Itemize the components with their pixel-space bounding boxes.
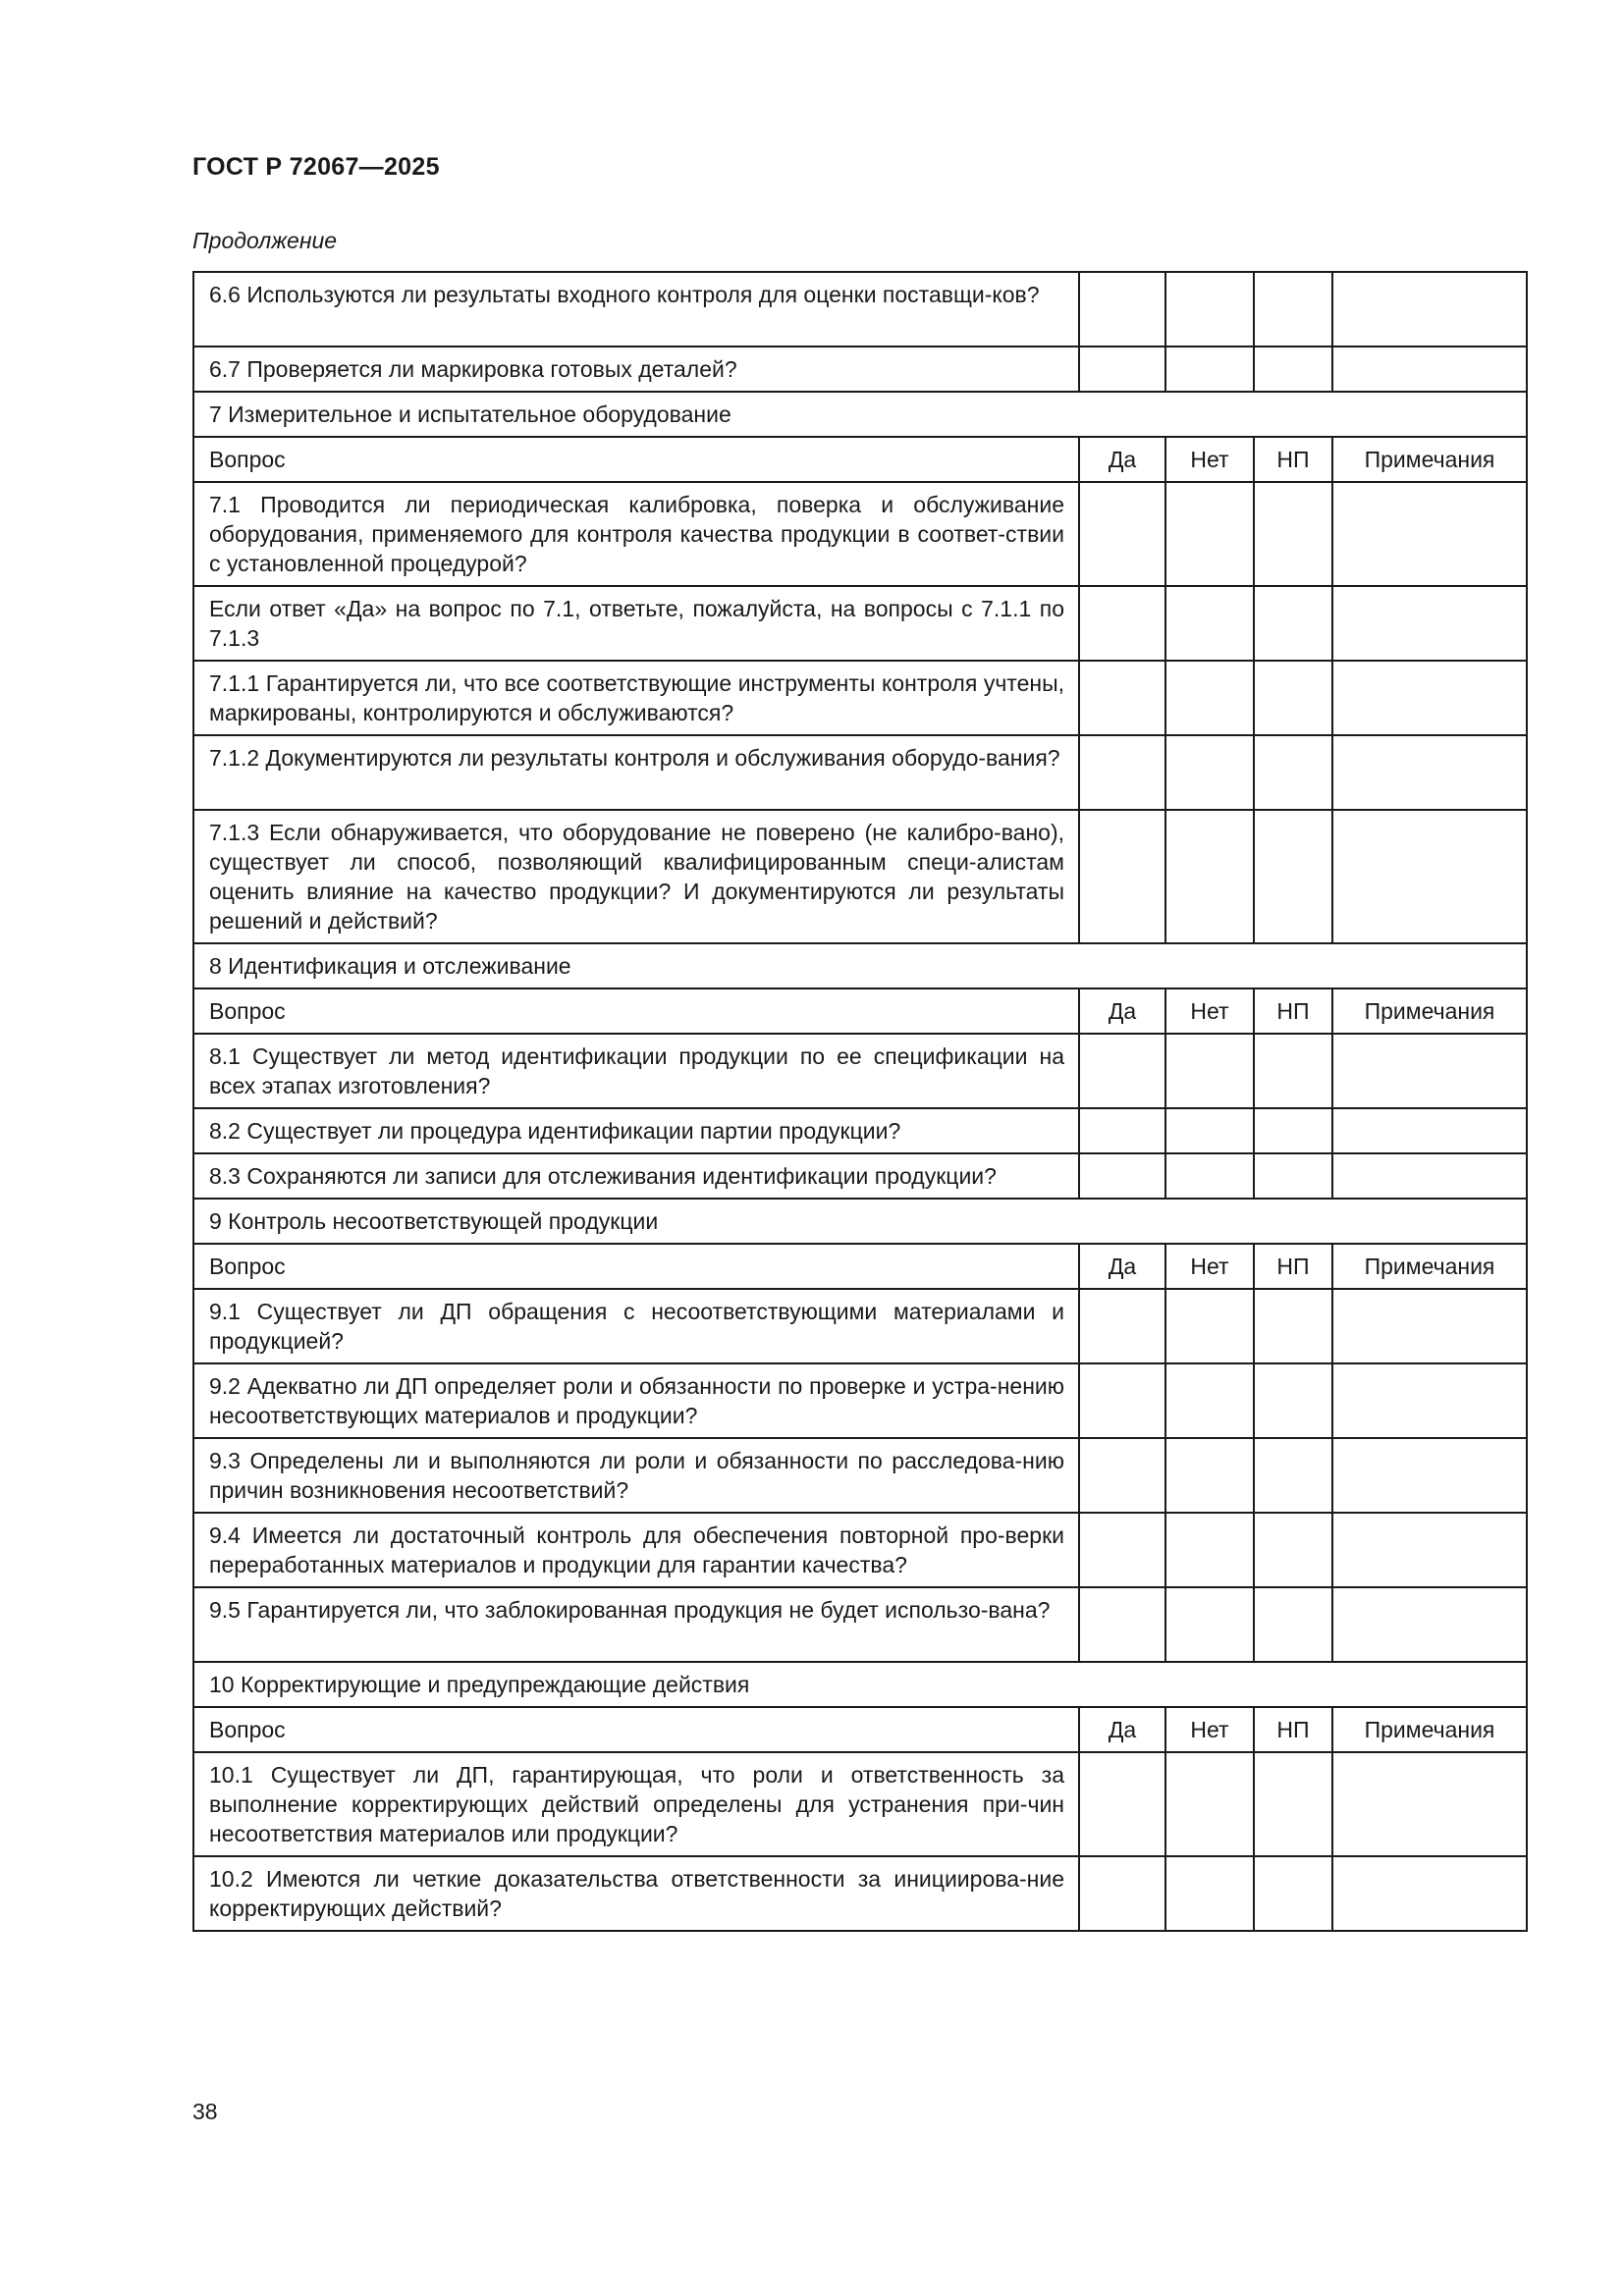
question-text: 9.3 Определены ли и выполняются ли роли и обязанности по расследова-нию причин возникновения несоответствий?	[193, 1438, 1079, 1513]
answer-cell-na[interactable]	[1254, 1289, 1332, 1363]
question-text: 6.6 Используются ли результаты входного контроля для оценки поставщи-ков?	[193, 272, 1079, 347]
question-row	[193, 482, 1527, 586]
column-header-row	[193, 1707, 1527, 1752]
answer-cell-na[interactable]	[1254, 347, 1332, 392]
answer-cell-yes[interactable]	[1079, 810, 1165, 943]
answer-cell-notes[interactable]	[1332, 1513, 1527, 1587]
answer-cell-na[interactable]	[1254, 272, 1332, 347]
answer-cell-no[interactable]	[1165, 1438, 1254, 1513]
column-header-row	[193, 988, 1527, 1034]
answer-cell-no[interactable]	[1165, 1108, 1254, 1153]
section-row	[193, 1199, 1527, 1244]
question-row	[193, 1363, 1527, 1438]
section-title: 9 Контроль несоответствующей продукции	[193, 1199, 1527, 1244]
header-notes: Примечания	[1332, 1707, 1527, 1752]
answer-cell-yes[interactable]	[1079, 1153, 1165, 1199]
header-no: Нет	[1165, 988, 1254, 1034]
question-text: 7.1.3 Если обнаруживается, что оборудование не поверено (не калибро-вано), существует ли способ, позволяющий квалифицированным специ-алистам оценить влияние на качество продукции? И документируются ли результаты решений и действий?	[193, 810, 1079, 943]
answer-cell-yes[interactable]	[1079, 735, 1165, 810]
header-question: Вопрос	[193, 437, 1079, 482]
answer-cell-no[interactable]	[1165, 1363, 1254, 1438]
answer-cell-yes[interactable]	[1079, 1856, 1165, 1931]
header-na: НП	[1254, 988, 1332, 1034]
section-title: 10 Корректирующие и предупреждающие действия	[193, 1662, 1527, 1707]
answer-cell-no[interactable]	[1165, 1856, 1254, 1931]
answer-cell-no[interactable]	[1165, 272, 1254, 347]
answer-cell-notes[interactable]	[1332, 1363, 1527, 1438]
answer-cell-yes[interactable]	[1079, 1289, 1165, 1363]
question-row	[193, 1289, 1527, 1363]
question-text: 9.5 Гарантируется ли, что заблокированная продукция не будет использо-вана?	[193, 1587, 1079, 1662]
answer-cell-notes[interactable]	[1332, 1587, 1527, 1662]
answer-cell-notes[interactable]	[1332, 586, 1527, 661]
answer-cell-na[interactable]	[1254, 735, 1332, 810]
answer-cell-na[interactable]	[1254, 661, 1332, 735]
question-text: 8.3 Сохраняются ли записи для отслеживания идентификации продукции?	[193, 1153, 1079, 1199]
checklist-table	[192, 271, 1528, 1932]
header-notes: Примечания	[1332, 1244, 1527, 1289]
answer-cell-na[interactable]	[1254, 586, 1332, 661]
question-row	[193, 347, 1527, 392]
answer-cell-notes[interactable]	[1332, 1153, 1527, 1199]
answer-cell-no[interactable]	[1165, 1153, 1254, 1199]
answer-cell-no[interactable]	[1165, 586, 1254, 661]
header-yes: Да	[1079, 988, 1165, 1034]
answer-cell-notes[interactable]	[1332, 1108, 1527, 1153]
question-row	[193, 1752, 1527, 1856]
answer-cell-na[interactable]	[1254, 1513, 1332, 1587]
header-no: Нет	[1165, 437, 1254, 482]
question-text: 6.7 Проверяется ли маркировка готовых деталей?	[193, 347, 1079, 392]
section-title: 8 Идентификация и отслеживание	[193, 943, 1527, 988]
header-yes: Да	[1079, 1707, 1165, 1752]
question-row	[193, 1438, 1527, 1513]
question-text: 7.1.2 Документируются ли результаты контроля и обслуживания оборудо-вания?	[193, 735, 1079, 810]
answer-cell-na[interactable]	[1254, 1752, 1332, 1856]
answer-cell-no[interactable]	[1165, 482, 1254, 586]
header-yes: Да	[1079, 1244, 1165, 1289]
question-row	[193, 1034, 1527, 1108]
question-row	[193, 1513, 1527, 1587]
answer-cell-na[interactable]	[1254, 1438, 1332, 1513]
header-question: Вопрос	[193, 1244, 1079, 1289]
header-question: Вопрос	[193, 1707, 1079, 1752]
question-row	[193, 735, 1527, 810]
answer-cell-yes[interactable]	[1079, 347, 1165, 392]
question-text: 7.1.1 Гарантируется ли, что все соответствующие инструменты контроля учтены, маркированы, контролируются и обслуживаются?	[193, 661, 1079, 735]
header-yes: Да	[1079, 437, 1165, 482]
answer-cell-na[interactable]	[1254, 810, 1332, 943]
question-text: 8.1 Существует ли метод идентификации продукции по ее спецификации на всех этапах изготовления?	[193, 1034, 1079, 1108]
answer-cell-na[interactable]	[1254, 1363, 1332, 1438]
answer-cell-yes[interactable]	[1079, 1108, 1165, 1153]
question-text: 9.2 Адекватно ли ДП определяет роли и обязанности по проверке и устра-нению несоответствующих материалов и продукции?	[193, 1363, 1079, 1438]
question-row	[193, 1587, 1527, 1662]
header-na: НП	[1254, 1244, 1332, 1289]
answer-cell-na[interactable]	[1254, 1856, 1332, 1931]
page-number: 38	[192, 2099, 218, 2124]
answer-cell-notes[interactable]	[1332, 272, 1527, 347]
question-text: 9.4 Имеется ли достаточный контроль для обеспечения повторной про-верки переработанных материалов и продукции для гарантии качества?	[193, 1513, 1079, 1587]
answer-cell-no[interactable]	[1165, 1513, 1254, 1587]
header-question: Вопрос	[193, 988, 1079, 1034]
answer-cell-yes[interactable]	[1079, 1513, 1165, 1587]
answer-cell-no[interactable]	[1165, 810, 1254, 943]
question-row	[193, 1108, 1527, 1153]
answer-cell-no[interactable]	[1165, 347, 1254, 392]
answer-cell-notes[interactable]	[1332, 1438, 1527, 1513]
answer-cell-na[interactable]	[1254, 1587, 1332, 1662]
answer-cell-no[interactable]	[1165, 661, 1254, 735]
answer-cell-no[interactable]	[1165, 1034, 1254, 1108]
question-text: 10.1 Существует ли ДП, гарантирующая, что роли и ответственность за выполнение корректирующих действий определены для устранения при-чин несоответствия материалов или продукции?	[193, 1752, 1079, 1856]
question-text: 9.1 Существует ли ДП обращения с несоответствующими материалами и продукцией?	[193, 1289, 1079, 1363]
section-row	[193, 943, 1527, 988]
column-header-row	[193, 1244, 1527, 1289]
question-row	[193, 586, 1527, 661]
answer-cell-notes[interactable]	[1332, 810, 1527, 943]
answer-cell-notes[interactable]	[1332, 347, 1527, 392]
question-row	[193, 810, 1527, 943]
answer-cell-notes[interactable]	[1332, 1752, 1527, 1856]
answer-cell-yes[interactable]	[1079, 272, 1165, 347]
answer-cell-na[interactable]	[1254, 1108, 1332, 1153]
document-code: ГОСТ Р 72067—2025	[192, 153, 440, 181]
question-row	[193, 1153, 1527, 1199]
answer-cell-notes[interactable]	[1332, 661, 1527, 735]
answer-cell-notes[interactable]	[1332, 1034, 1527, 1108]
answer-cell-na[interactable]	[1254, 1034, 1332, 1108]
section-row	[193, 1662, 1527, 1707]
header-no: Нет	[1165, 1707, 1254, 1752]
answer-cell-notes[interactable]	[1332, 1289, 1527, 1363]
answer-cell-yes[interactable]	[1079, 661, 1165, 735]
question-row	[193, 661, 1527, 735]
question-text: Если ответ «Да» на вопрос по 7.1, ответьте, пожалуйста, на вопросы с 7.1.1 по 7.1.3	[193, 586, 1079, 661]
section-row	[193, 392, 1527, 437]
header-notes: Примечания	[1332, 437, 1527, 482]
question-text: 10.2 Имеются ли четкие доказательства ответственности за инициирова-ние корректирующих действий?	[193, 1856, 1079, 1931]
answer-cell-na[interactable]	[1254, 1153, 1332, 1199]
answer-cell-notes[interactable]	[1332, 482, 1527, 586]
answer-cell-yes[interactable]	[1079, 482, 1165, 586]
answer-cell-no[interactable]	[1165, 735, 1254, 810]
continuation-label: Продолжение	[192, 228, 338, 253]
answer-cell-notes[interactable]	[1332, 1856, 1527, 1931]
question-row	[193, 272, 1527, 347]
header-notes: Примечания	[1332, 988, 1527, 1034]
question-text: 8.2 Существует ли процедура идентификации партии продукции?	[193, 1108, 1079, 1153]
column-header-row	[193, 437, 1527, 482]
answer-cell-yes[interactable]	[1079, 1752, 1165, 1856]
answer-cell-na[interactable]	[1254, 482, 1332, 586]
answer-cell-no[interactable]	[1165, 1752, 1254, 1856]
answer-cell-notes[interactable]	[1332, 735, 1527, 810]
header-na: НП	[1254, 437, 1332, 482]
answer-cell-no[interactable]	[1165, 1587, 1254, 1662]
answer-cell-no[interactable]	[1165, 1289, 1254, 1363]
section-title: 7 Измерительное и испытательное оборудование	[193, 392, 1527, 437]
answer-cell-yes[interactable]	[1079, 1438, 1165, 1513]
answer-cell-yes[interactable]	[1079, 586, 1165, 661]
answer-cell-yes[interactable]	[1079, 1034, 1165, 1108]
answer-cell-yes[interactable]	[1079, 1363, 1165, 1438]
answer-cell-yes[interactable]	[1079, 1587, 1165, 1662]
question-row	[193, 1856, 1527, 1931]
header-na: НП	[1254, 1707, 1332, 1752]
header-no: Нет	[1165, 1244, 1254, 1289]
question-text: 7.1 Проводится ли периодическая калибровка, поверка и обслуживание оборудования, применяемого для контроля качества продукции в соответ-ствии с установленной процедурой?	[193, 482, 1079, 586]
